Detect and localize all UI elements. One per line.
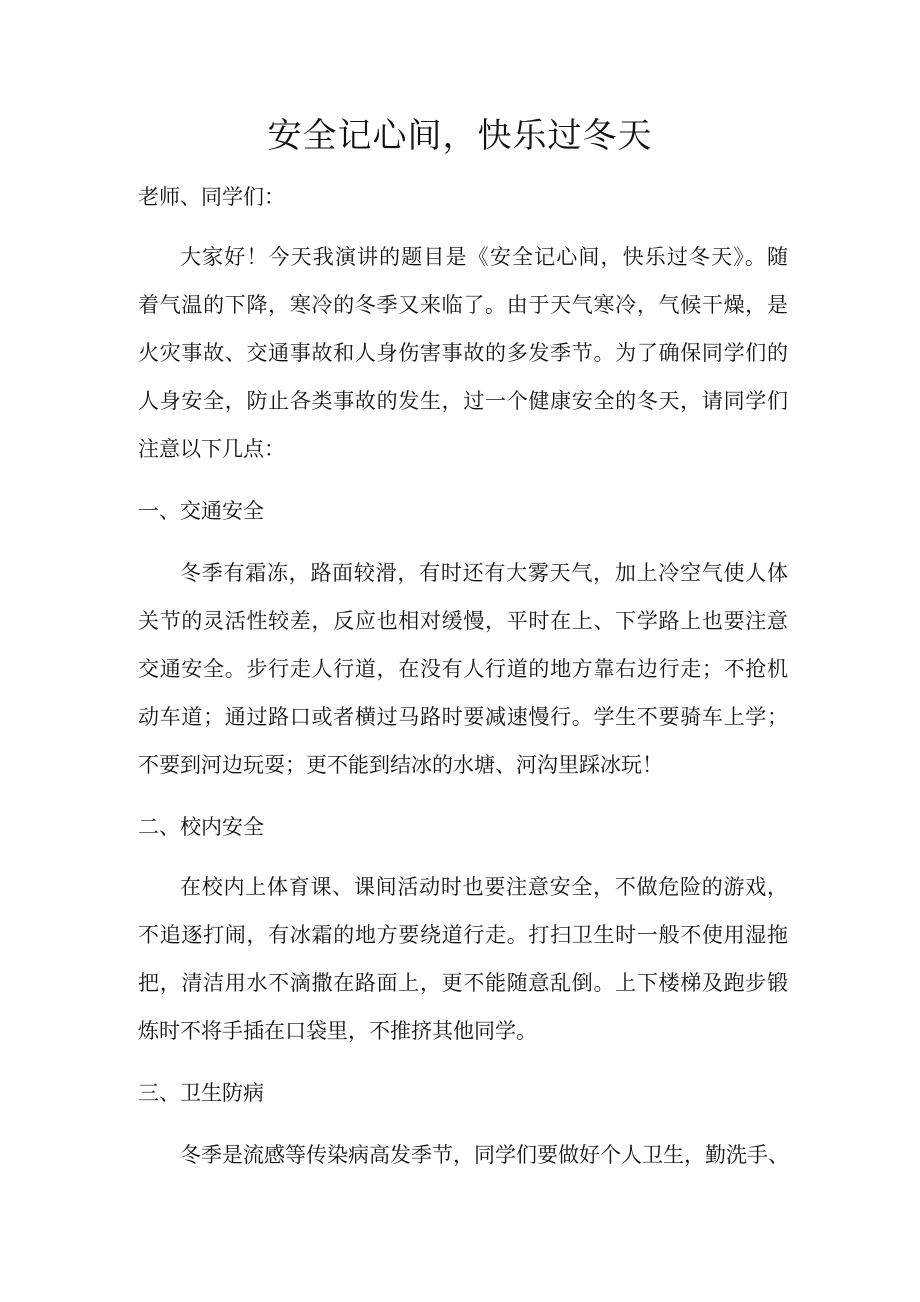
section-line: 在校内上体育课、课间活动时也要注意安全，不做危险的游戏， <box>180 875 788 899</box>
section-heading-traffic: 一、交通安全 <box>138 499 264 523</box>
section-line: 动车道；通过路口或者横过马路时要减速慢行。学生不要骑车上学； <box>138 705 788 729</box>
section-heading-health: 三、卫生防病 <box>138 1081 264 1105</box>
section-line: 冬季是流感等传染病高发季节，同学们要做好个人卫生，勤洗手、 <box>180 1143 789 1167</box>
section-line: 不追逐打闹，有冰霜的地方要绕道行走。打扫卫生时一般不使用湿拖 <box>138 923 788 947</box>
section-heading-campus: 二、校内安全 <box>138 815 264 839</box>
greeting: 老师、同学们： <box>138 185 285 209</box>
section-line: 炼时不将手插在口袋里，不推挤其他同学。 <box>138 1019 537 1043</box>
section-line: 交通安全。步行走人行道，在没有人行道的地方靠右边行走；不抢机 <box>138 657 788 681</box>
intro-line: 人身安全，防止各类事故的发生，过一个健康安全的冬天，请同学们 <box>138 389 788 413</box>
section-line: 不要到河边玩耍；更不能到结冰的水塘、河沟里踩冰玩！ <box>138 753 663 777</box>
section-line: 冬季有霜冻，路面较滑，有时还有大雾天气，加上冷空气使人体 <box>180 561 788 585</box>
section-line: 把，清洁用水不滴撒在路面上，更不能随意乱倒。上下楼梯及跑步锻 <box>138 971 788 995</box>
intro-line: 着气温的下降，寒冷的冬季又来临了。由于天气寒冷，气候干燥，是 <box>138 293 788 317</box>
section-line: 关节的灵活性较差，反应也相对缓慢，平时在上、下学路上也要注意 <box>138 609 788 633</box>
intro-line: 注意以下几点： <box>138 437 285 461</box>
intro-line: 大家好！今天我演讲的题目是《安全记心间，快乐过冬天》。随 <box>180 245 788 269</box>
intro-line: 火灾事故、交通事故和人身伤害事故的多发季节。为了确保同学们的 <box>138 341 788 365</box>
document-title: 安全记心间，快乐过冬天 <box>267 116 653 156</box>
